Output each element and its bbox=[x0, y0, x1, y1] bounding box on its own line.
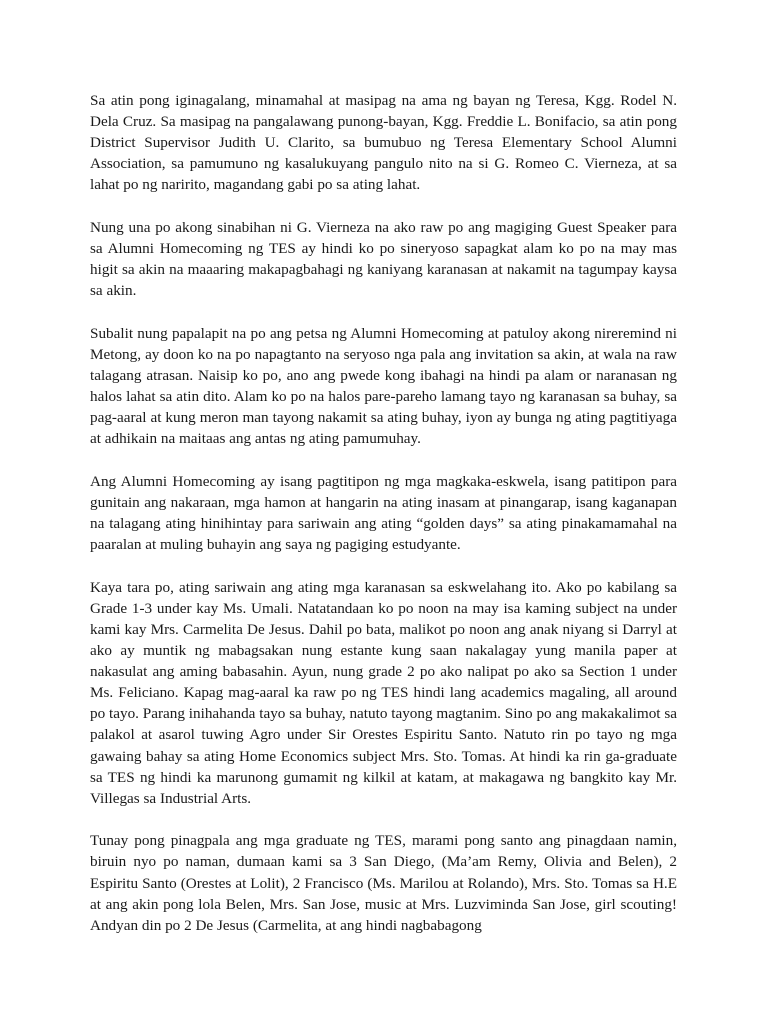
paragraph-invitation: Nung una po akong sinabihan ni G. Vierneza na ako raw po ang magiging Guest Speaker para sa Alumni Homecoming ng TES ay hindi ko po sineryoso sapagkat alam ko po na may mas higit sa akin na maaaring makapagbahagi ng kaniyang karanasan at nakamit na tagumpay kaysa sa akin. bbox=[90, 218, 677, 300]
paragraph-memories: Kaya tara po, ating sariwain ang ating mga karanasan sa eskwelahang ito. Ako po kabilang sa Grade 1-3 under kay Ms. Umali. Natatandaan ko po noon na may isa kaming subject na under kami kay Mrs. Carmelita De Jesus. Dahil po bata, malikot po noon ang anak niyang si Darryl at ako ay muntik ng mabagsakan nung estante kung saan nakalagay yung manila paper at nakasulat ang aming babasahin. Ayun, nung grade 2 po ako nalipat po ako sa Section 1 under Ms. Feliciano. Kapag mag-aaral ka raw po ng TES hindi lang academics magaling, all around po tayo. Parang inihahanda tayo sa buhay, natuto tayong magtanim. Sino po ang makakalimot sa palakol at asarol tuwing Agro under Sir Orestes Espiritu Santo. Natuto rin po tayo ng mga gawaing bahay sa ating Home Economics subject Mrs. Sto. Tomas. At hindi ka rin ga-graduate sa TES ng hindi ka marunong gumamit ng kilkil at katam, at makagawa ng bangkito kay Mr. Villegas sa Industrial Arts. bbox=[90, 578, 677, 807]
paragraph-homecoming: Ang Alumni Homecoming ay isang pagtitipon ng mga magkaka-eskwela, isang patitipon para gunitain ang nakaraan, mga hamon at hangarin na ating inasam at pinangarap, isang kaganapan na talagang ating hinihintay para sariwain ang ating “golden days” sa ating pinakamamahal na paaralan at muling buhayin ang saya ng pagiging estudyante. bbox=[90, 472, 677, 554]
paragraph-realization: Subalit nung papalapit na po ang petsa ng Alumni Homecoming at patuloy akong nireremind ni Metong, ay doon ko na po napagtanto na seryoso nga pala ang invitation sa akin, at wala na raw talagang atrasan. Naisip ko po, ano ang pwede kong ibahagi na hindi pa alam or naranasan ng halos lahat sa atin dito. Alam ko po na halos pare-pareho lamang tayo ng karanasan sa buhay, sa pag-aaral at kung meron man tayong nakamit sa ating buhay, iyon ay bunga ng ating pagtitiyaga at adhikain na maitaas ang antas ng ating pamumuhay. bbox=[90, 324, 677, 448]
paragraph-teachers: Tunay pong pinagpala ang mga graduate ng TES, marami pong santo ang pinagdaan namin, biruin nyo po naman, dumaan kami sa 3 San Diego, (Ma’am Remy, Olivia and Belen), 2 Espiritu Santo (Orestes at Lolit), 2 Francisco (Ms. Marilou at Rolando), Mrs. Sto. Tomas sa H.E at ang akin pong lola Belen, Mrs. San Jose, music at Mrs. Luzviminda San Jose, girl scouting! Andyan din po 2 De Jesus (Carmelita, at ang hindi nagbabagong bbox=[90, 832, 677, 934]
paragraph-greeting: Sa atin pong iginagalang, minamahal at masipag na ama ng bayan ng Teresa, Kgg. Rodel N. Dela Cruz. Sa masipag na pangalawang punong-bayan, Kgg. Freddie L. Bonifacio, sa atin pong District Supervisor Judith U. Clarito, sa bumubuo ng Teresa Elementary School Alumni Association, sa pamumuno ng kasalukuyang pangulo nito na si G. Romeo C. Vierneza, at sa lahat po ng naririto, magandang gabi po sa ating lahat. bbox=[90, 92, 677, 194]
document-page bbox=[90, 90, 677, 957]
